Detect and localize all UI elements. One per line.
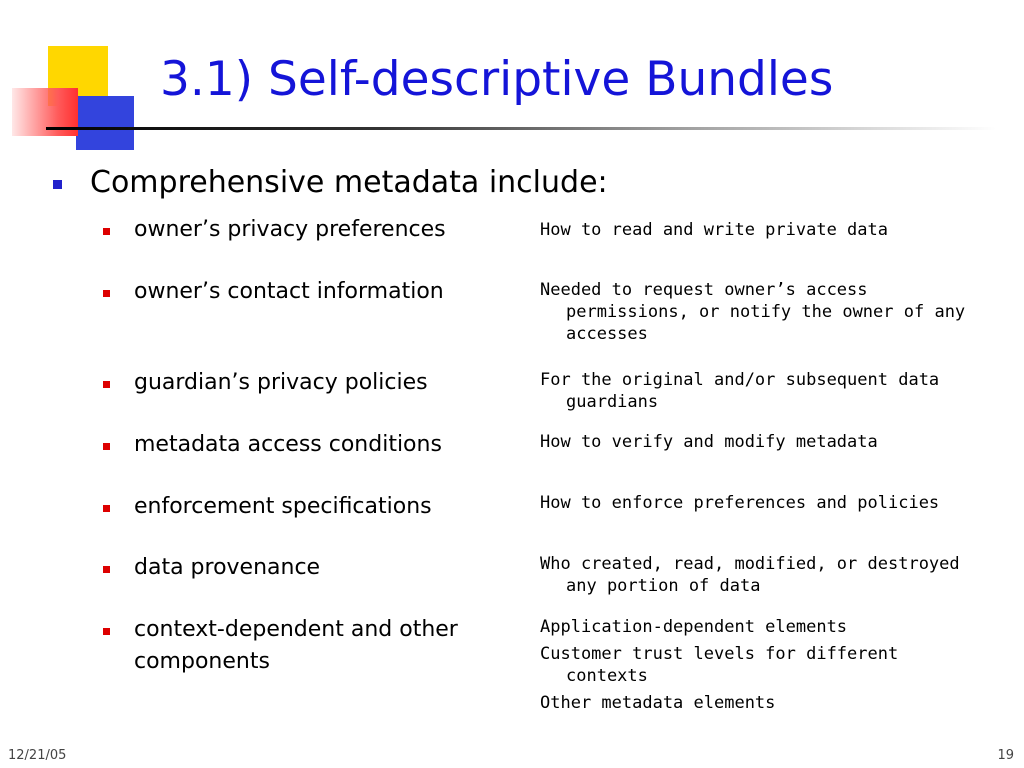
item-description [540,616,980,714]
footer-page-number: 19 [997,748,1014,763]
item-label: guardian’s privacy policies [134,370,428,395]
main-bullet-text: Comprehensive metadata include: [90,165,608,200]
description-line: Application-dependent elements [540,617,848,637]
description-line: How to verify and modify metadata [540,432,878,452]
sub-bullet-marker [103,443,110,450]
description-line: Who created, read, modified, or destroyed any portion of data [540,554,960,596]
logo-blue-square [76,96,134,150]
slide-title: 3.1) Self-descriptive Bundles [160,52,834,107]
item-label: enforcement specifications [134,494,432,519]
item-description [540,219,1020,241]
footer-date: 12/21/05 [8,748,67,763]
main-bullet-marker [53,180,62,189]
item-label: data provenance [134,555,321,580]
item-label: metadata access conditions [134,432,442,457]
item-label: owner’s privacy preferences [134,217,446,242]
sub-bullet-marker [103,566,110,573]
sub-bullet-marker [103,228,110,235]
item-label: context-dependent and other components [134,617,458,674]
title-underline [46,127,996,130]
description-line: How to enforce preferences and policies [540,493,940,513]
description-line: Customer trust levels for different contexts [540,644,899,686]
item-description [540,431,1020,453]
item-description [540,279,990,345]
item-description [540,369,940,413]
item-description [540,553,980,597]
sub-bullet-marker [103,290,110,297]
description-line: Needed to request owner’s access permissions, or notify the owner of any accesses [540,280,966,344]
description-line: For the original and/or subsequent data guardians [540,370,940,412]
sub-bullet-marker [103,381,110,388]
item-description [540,492,980,514]
item-label: owner’s contact information [134,279,444,304]
sub-bullet-marker [103,628,110,635]
description-line: How to read and write private data [540,220,888,240]
description-line: Other metadata elements [540,693,776,713]
sub-bullet-marker [103,505,110,512]
